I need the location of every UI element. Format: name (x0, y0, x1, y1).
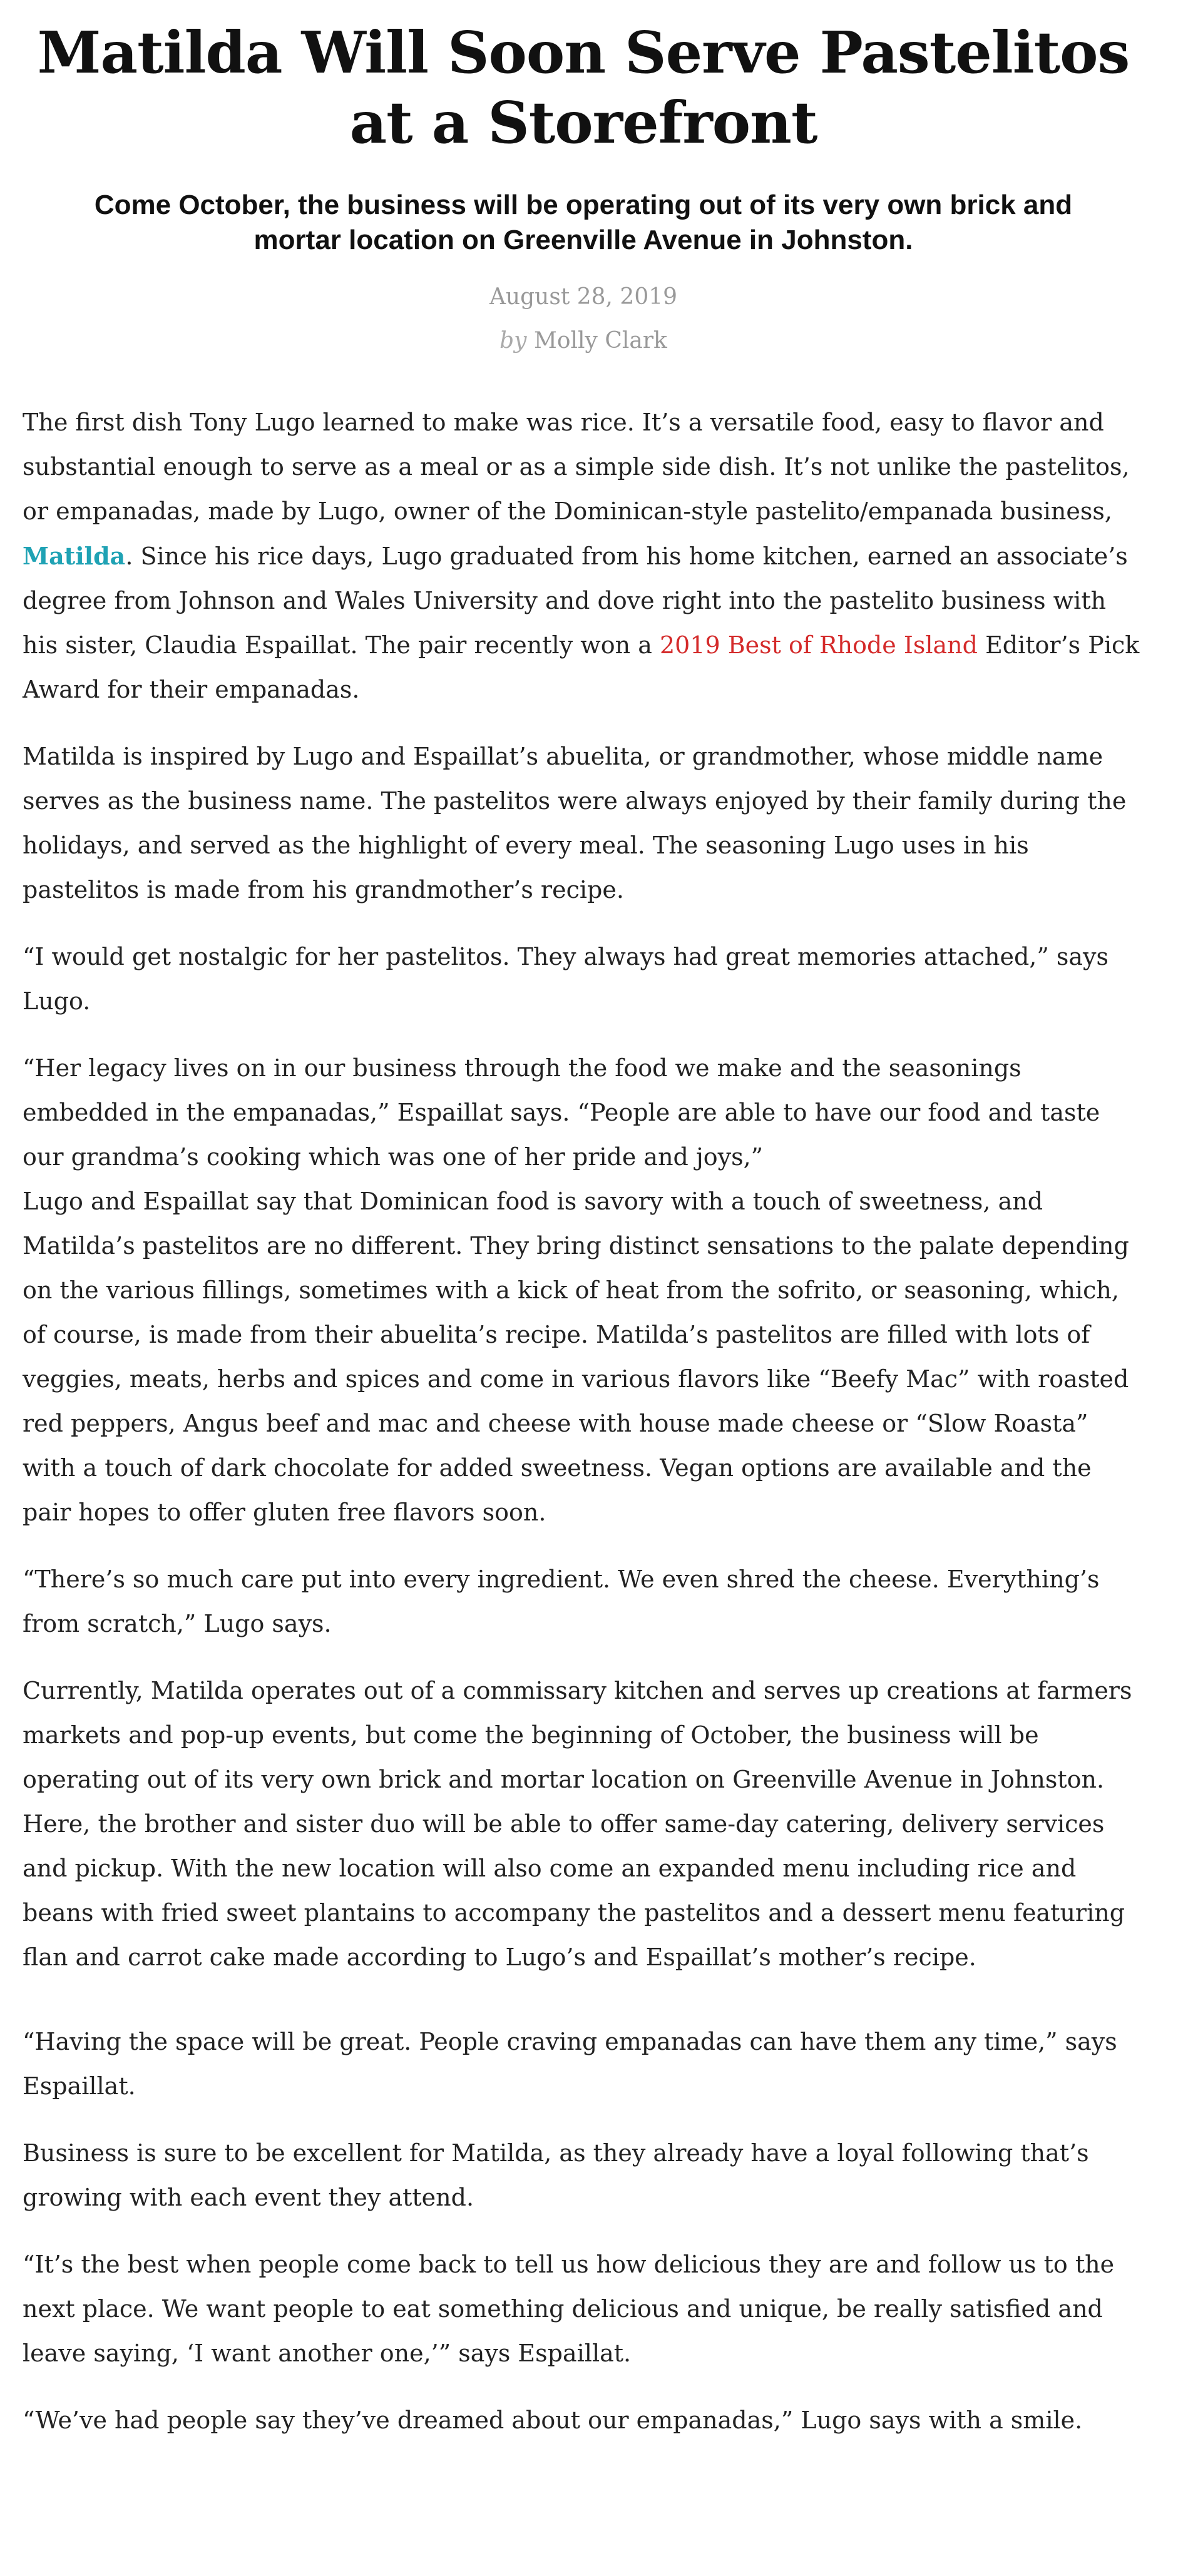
article-body (23, 400, 1144, 2443)
byline-prefix: by (499, 328, 527, 354)
paragraph-6: “There’s so much care put into every ingredient. We even shred the cheese. Everything’s from scratch,” Lugo says. (23, 1565, 1100, 1637)
article (23, 0, 1144, 2465)
paragraph-8: “Having the space will be great. People craving empanadas can have them any time,” says Espaillat. (23, 2028, 1117, 2100)
paragraph-1-text-b: . Since his rice days, Lugo graduated from his home kitchen, earned an associate’s degree from Johnson and Wales University and dove right into the pastelito business with his sister, Claudia Espaillat. The pair recently won a (23, 542, 1128, 659)
paragraph-7: Currently, Matilda operates out of a commissary kitchen and serves up creations at farmers markets and pop-up events, but come the beginning of October, the business will be operating out of its very own brick and mortar location on Greenville Avenue in Johnston. Here, the brother and sister duo will be able to offer same-day catering, delivery services and pickup. With the new location will also come an expanded menu including rice and beans with fried sweet plantains to accompany the pastelitos and a dessert menu featuring flan and carrot cake made according to Lugo’s and Espaillat’s mother’s recipe. (23, 1677, 1132, 1971)
paragraph-4: “Her legacy lives on in our business through the food we make and the seasonings embedded in the empanadas,” Espaillat says. “People are able to have our food and taste our grandma’s cooking which was one of her pride and joys,” (23, 1054, 1100, 1171)
paragraph-2: Matilda is inspired by Lugo and Espaillat’s abuelita, or grandmother, whose middle name serves as the business name. The pastelitos were always enjoyed by their family during the holidays, and served as the highlight of every meal. The seasoning Lugo uses in his pastelitos is made from his grandmother’s recipe. (23, 743, 1127, 904)
article-title: Matilda Will Soon Serve Pastelitos at a Storefront (37, 19, 1130, 156)
paragraph-5: Lugo and Espaillat say that Dominican food is savory with a touch of sweetness, and Matilda’s pastelitos are no different. They bring distinct sensations to the palate depending on the various fillings, sometimes with a kick of heat from the sofrito, or seasoning, which, of course, is made from their abuelita’s recipe. Matilda’s pastelitos are filled with lots of veggies, meats, herbs and spices and come in various flavors like “Beefy Mac” with roasted red peppers, Angus beef and mac and cheese with house made cheese or “Slow Roasta” with a touch of dark chocolate for added sweetness. Vegan options are available and the pair hopes to offer gluten free flavors soon. (23, 1188, 1129, 1526)
paragraph-11: “We’ve had people say they’ve dreamed about our empanadas,” Lugo says with a smile. (23, 2406, 1083, 2434)
article-date: August 28, 2019 (489, 284, 678, 310)
paragraph-10: “It’s the best when people come back to tell us how delicious they are and follow us to the next place. We want people to eat something delicious and unique, be really satisfied and leave saying, ‘I want another one,’” says Espaillat. (23, 2251, 1115, 2367)
paragraph-1-text-c: Editor’s Pick Award for their empanadas. (23, 631, 1140, 703)
paragraph-3: “I would get nostalgic for her pastelitos. They always had great memories attached,” says Lugo. (23, 943, 1108, 1015)
article-subtitle: Come October, the business will be operating out of its very own brick and mortar location on Greenville Avenue in Johnston. (94, 190, 1073, 255)
paragraph-9: Business is sure to be excellent for Matilda, as they already have a loyal following that’s growing with each event they attend. (23, 2139, 1089, 2211)
paragraph-1-text-a: The first dish Tony Lugo learned to make was rice. It’s a versatile food, easy to flavor and substantial enough to serve as a meal or as a simple side dish. It’s not unlike the pastelitos, or empanadas, made by Lugo, owner of the Dominican-style pastelito/empanada business, (23, 409, 1130, 525)
article-byline (23, 319, 1144, 363)
best-of-rhode-island-link[interactable]: 2019 Best of Rhode Island (659, 631, 978, 659)
paragraph-1 (23, 400, 1144, 712)
article-meta (23, 275, 1144, 363)
author-name: Molly Clark (533, 328, 667, 354)
matilda-link[interactable]: Matilda (23, 542, 126, 570)
